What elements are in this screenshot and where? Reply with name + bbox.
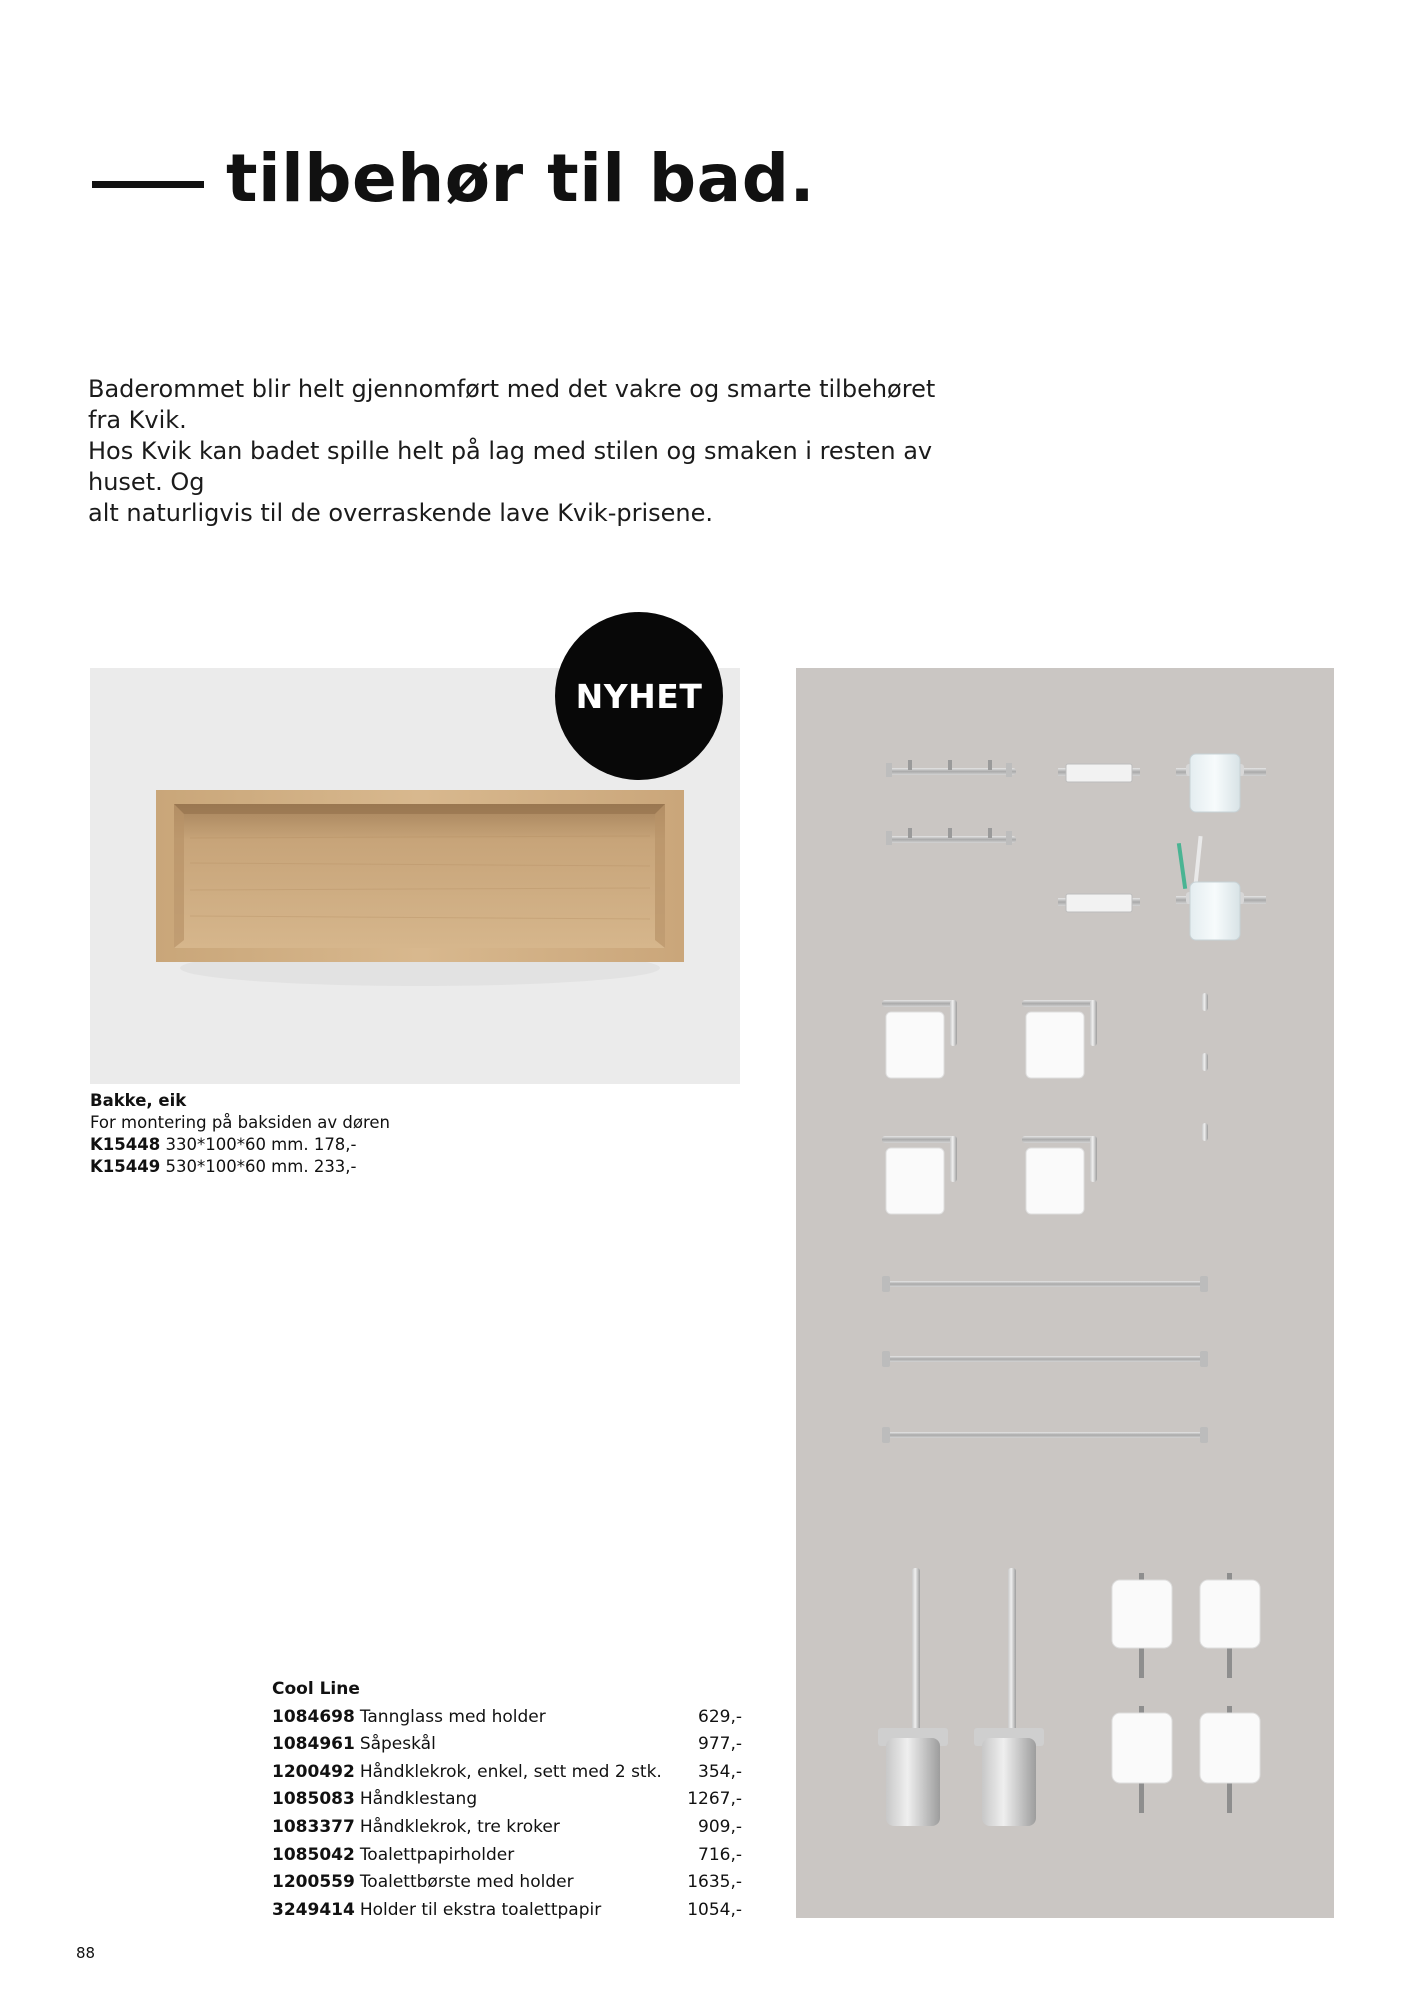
toilet-paper-holder-icon [882,1136,957,1214]
product-name: Håndklekrok, enkel, sett med 2 stk. [359,1761,662,1782]
product-name: Håndklestang [359,1789,478,1810]
product-code: 3249414 [272,1899,355,1920]
price-row [272,1704,742,1732]
product-price: 354,- [698,1761,742,1782]
variant-spec: 330*100*60 mm. 178,- [165,1135,357,1154]
product-code: 1085083 [272,1789,355,1810]
intro-line: Baderommet blir helt gjennomført med det vakre og smarte tilbehøret fra Kvik. [88,375,936,434]
product-price: 909,- [698,1816,742,1837]
product-code: 1085042 [272,1844,355,1865]
intro-text [88,374,968,529]
product-code: 1083377 [272,1816,355,1837]
product-name: Håndklekrok, tre kroker [359,1816,560,1837]
product-name: Tannglass med holder [359,1706,546,1727]
product-name: Såpeskål [359,1734,436,1755]
product-price: 716,- [698,1844,742,1865]
hook-rack-icon [886,828,1016,845]
product-price: 629,- [698,1706,742,1727]
price-row [272,1869,742,1897]
variant-spec: 530*100*60 mm. 233,- [165,1157,357,1176]
tooth-glass-icon [1176,836,1266,940]
toilet-paper-holder-icon [882,1000,957,1078]
variant-code: K15449 [90,1157,161,1176]
towel-bar-icon [882,1351,1208,1367]
product-code: 1084961 [272,1734,355,1755]
single-hook-icon [1202,993,1208,1011]
cool-line-price-list [272,1676,742,1924]
spare-roll-holder-icon [1200,1573,1260,1678]
product-price: 1635,- [687,1872,742,1893]
soap-dish-icon [1058,894,1140,912]
variant-code: K15448 [90,1135,161,1154]
tray-product-description: For montering på baksiden av døren [90,1113,391,1132]
tray-product-name: Bakke, eik [90,1091,187,1110]
price-row [272,1814,742,1842]
toilet-brush-icon [974,1568,1044,1826]
single-hook-icon [1202,1123,1208,1141]
hook-rack-icon [886,760,1016,777]
product-name: Toalettpapirholder [359,1844,515,1865]
tray-variant [90,1134,390,1156]
product-name: Holder til ekstra toalettpapir [359,1899,602,1920]
price-row [272,1759,742,1787]
product-code: 1200559 [272,1872,355,1893]
product-name: Toalettbørste med holder [359,1872,574,1893]
intro-line: alt naturligvis til de overraskende lave Kvik-prisene. [88,499,714,527]
spare-roll-holder-icon [1112,1706,1172,1813]
title-rule [92,181,204,188]
toilet-paper-holder-icon [1022,1136,1097,1214]
towel-bar-icon [882,1427,1208,1443]
soap-dish-icon [1058,764,1140,782]
price-row [272,1842,742,1870]
product-code: 1084698 [272,1706,355,1727]
price-row [272,1897,742,1925]
page-number: 88 [76,1944,96,1962]
toilet-brush-icon [878,1568,948,1826]
product-price: 977,- [698,1734,742,1755]
spare-roll-holder-icon [1200,1706,1260,1813]
page-header [92,140,815,217]
price-row [272,1731,742,1759]
new-badge: NYHET [555,612,723,780]
cool-line-title: Cool Line [272,1679,360,1699]
product-price: 1267,- [687,1789,742,1810]
price-row [272,1786,742,1814]
toilet-paper-holder-icon [1022,1000,1097,1078]
tooth-glass-icon [1176,754,1266,812]
product-price: 1054,- [687,1899,742,1920]
single-hook-icon [1202,1053,1208,1071]
towel-bar-icon [882,1276,1208,1292]
intro-line: Hos Kvik kan badet spille helt på lag med stilen og smaken i resten av huset. Og [88,437,933,496]
page-title: tilbehør til bad. [226,140,816,217]
spare-roll-holder-icon [1112,1573,1172,1678]
product-code: 1200492 [272,1761,355,1782]
tray-variant [90,1156,390,1178]
accessories-illustration [796,668,1334,1918]
tray-product-info [90,1090,390,1178]
cool-line-product-image [796,668,1334,1918]
